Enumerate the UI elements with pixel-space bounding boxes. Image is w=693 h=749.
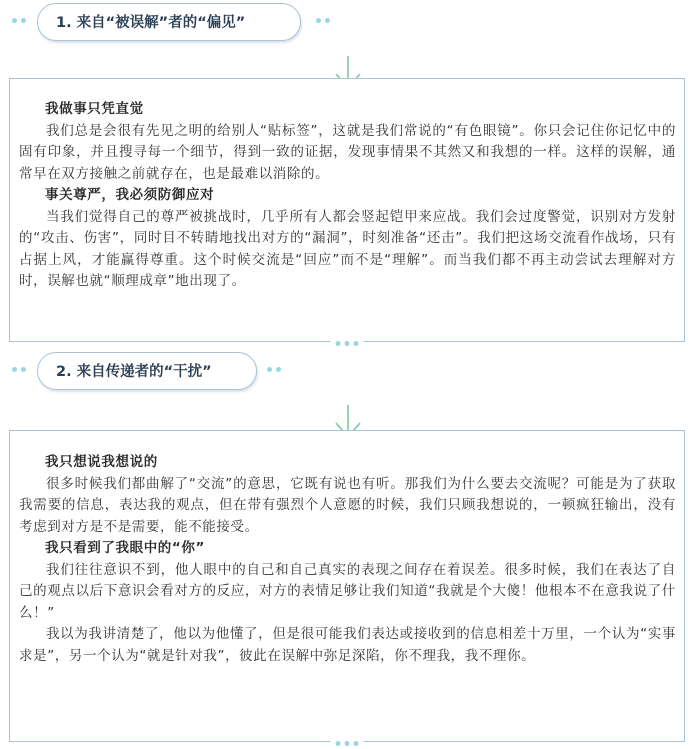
- dots-right-icon: [267, 367, 281, 377]
- box-bottom-dots-icon: [331, 341, 364, 346]
- section1-title: 1. 来自“被误解”者的“偏见”: [37, 3, 301, 41]
- section2-heading1: 我只想说我想说的: [45, 454, 158, 470]
- section1-para2: 当我们觉得自己的尊严被挑战时，几乎所有人都会竖起铠甲来应战。我们会过度警觉，识别对方发射的“攻击、伤害”，同时目不转睛地找出对方的“漏洞”，时刻准备“还击”。我们把这场交流看作战场，只有占据上风，才能赢得尊重。这个时候交流是“回应”而不是“理解”。而当我们都不再主动尝试去理解对方时，误解也就“顺理成章”地出现了。: [19, 208, 676, 289]
- section2-header: [0, 352, 693, 392]
- dots-right-icon: [316, 18, 330, 28]
- section2-para2: 我们往往意识不到，他人眼中的自己和自己真实的表现之间存在着误差。很多时候，我们在表达了自己的观点以后下意识会看对方的反应，对方的表情足够让我们知道“我就是个大傻！他根本不在意我说了什么！”: [19, 561, 676, 621]
- section1-text: [19, 99, 676, 293]
- dots-left-icon: [12, 18, 26, 28]
- section2-para3: 我以为我讲清楚了，他以为他懂了，但是很可能我们表达或接收到的信息相差十万里，一个认为“实事求是”，另一个认为“就是针对我”，彼此在误解中弥足深陷，你不理我，我不理你。: [19, 626, 676, 664]
- dots-left-icon: [12, 367, 26, 377]
- box-bottom-dots-icon: [331, 741, 364, 746]
- section2-para1: 很多时候我们都曲解了“交流”的意思，它既有说也有听。那我们为什么要去交流呢？可能是为了获取我需要的信息，表达我的观点，但在带有强烈个人意愿的时候，我们只顾我想说的，一顿疯狂输出，没有考虑到对方是不是需要，能不能接受。: [19, 475, 676, 535]
- section1-header: [0, 3, 693, 43]
- section1-para1: 我们总是会很有先见之明的给别人“贴标签”，这就是我们常说的“有色眼镜”。你只会记住你记忆中的固有印象，并且搜寻每一个细节，得到一致的证据，发现事情果不其然又和我想的一样。这样的误解，通常早在双方接触之前就存在，也是最难以消除的。: [19, 122, 676, 182]
- section2-heading2: 我只看到了我眼中的“你”: [45, 540, 205, 556]
- section2-title: 2. 来自传递者的“干扰”: [37, 352, 257, 390]
- section2-text: [19, 452, 676, 667]
- section1-heading1: 我做事只凭直觉: [45, 101, 144, 117]
- section1-heading2: 事关尊严，我必须防御应对: [45, 187, 215, 203]
